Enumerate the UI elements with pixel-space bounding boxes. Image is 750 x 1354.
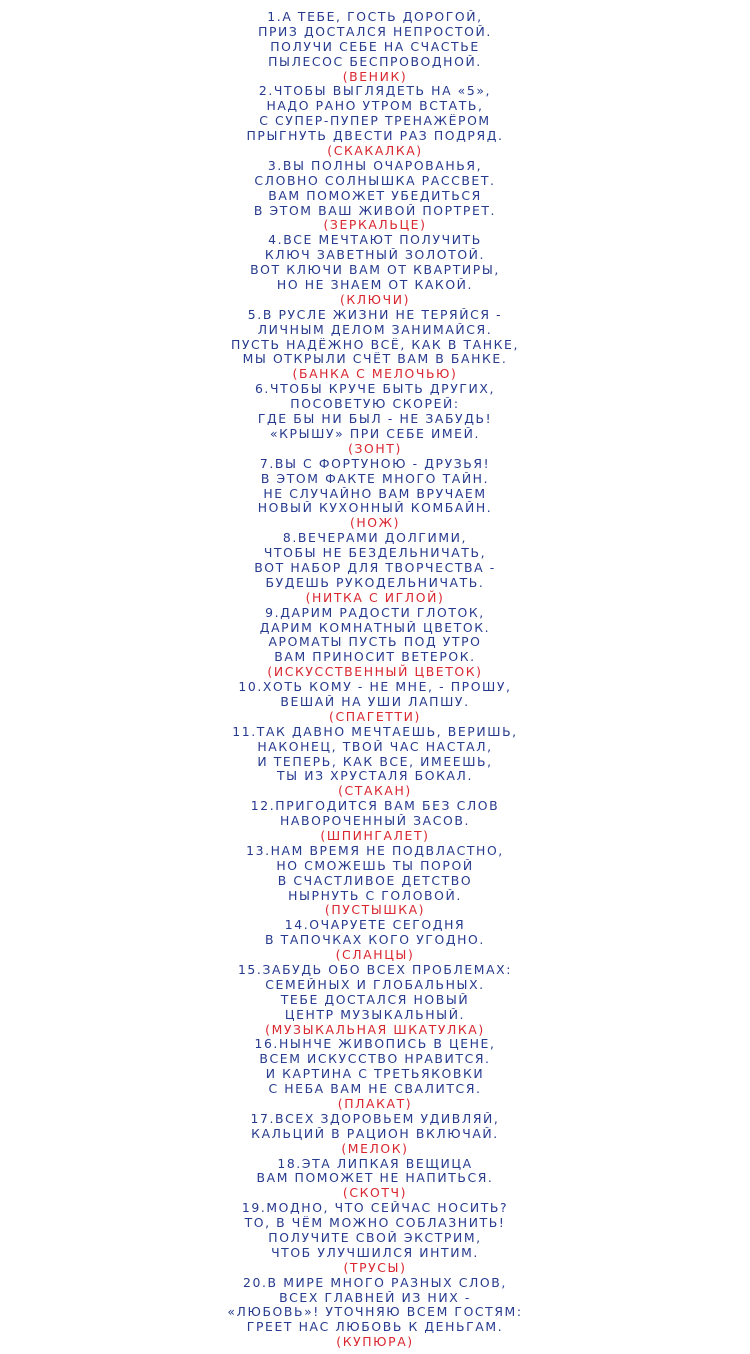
verse-20 xyxy=(0,1276,750,1350)
verse-line: 3.ВЫ ПОЛНЫ ОЧАРОВАНЬЯ, xyxy=(267,158,483,173)
gift-answer: (БАНКА С МЕЛОЧЬЮ) xyxy=(292,366,458,382)
verse-line: ВАМ ПОМОЖЕТ УБЕДИТЬСЯ xyxy=(268,188,482,203)
verse-16 xyxy=(0,1037,750,1111)
verse-line: НО НЕ ЗНАЕМ ОТ КАКОЙ. xyxy=(276,278,474,293)
verse-6 xyxy=(0,382,750,456)
gift-answer: (МУЗЫКАЛЬНАЯ ШКАТУЛКА) xyxy=(265,1021,485,1037)
verse-line: ПРЫГНУТЬ ДВЕСТИ РАЗ ПОДРЯД. xyxy=(246,129,504,144)
verse-13 xyxy=(0,844,750,918)
verse-line: 11.ТАК ДАВНО МЕЧТАЕШЬ, ВЕРИШЬ, xyxy=(232,724,518,739)
gift-answer: (ЗЕРКАЛЬЦЕ) xyxy=(323,217,427,233)
verse-line: ВЕШАЙ НА УШИ ЛАПШУ. xyxy=(280,694,470,709)
verse-line: ПЫЛЕСОС БЕСПРОВОДНОЙ. xyxy=(268,54,482,69)
verse-line: С СУПЕР-ПУПЕР ТРЕНАЖЁРОМ xyxy=(259,114,491,129)
verse-line: ПОЛУЧИ СЕБЕ НА СЧАСТЬЕ xyxy=(270,39,480,54)
gift-answer: (СКАКАЛКА) xyxy=(327,143,423,159)
verse-line: 18.ЭТА ЛИПКАЯ ВЕЩИЦА xyxy=(277,1156,473,1171)
verse-line: 15.ЗАБУДЬ ОБО ВСЕХ ПРОБЛЕМАХ: xyxy=(237,963,513,977)
gift-answer: (СТАКАН) xyxy=(338,783,412,799)
gift-answer: (ТРУСЫ) xyxy=(343,1259,407,1275)
verse-line: ТО, В ЧЁМ МОЖНО СОБЛАЗНИТЬ! xyxy=(244,1216,506,1231)
verse-line: В ЭТОМ ВАШ ЖИВОЙ ПОРТРЕТ. xyxy=(253,203,497,218)
verse-12 xyxy=(0,799,750,844)
verse-line: 10.ХОТЬ КОМУ - НЕ МНЕ, - ПРОШУ, xyxy=(238,680,512,695)
verse-line: ГДЕ БЫ НИ БЫЛ - НЕ ЗАБУДЬ! xyxy=(257,412,493,427)
verse-line: СЕМЕЙНЫХ И ГЛОБАЛЬНЫХ. xyxy=(265,977,485,992)
gift-answer: (МЕЛОК) xyxy=(341,1140,409,1156)
gift-answer: (КЛЮЧИ) xyxy=(339,291,411,307)
gift-answer: (ПУСТЫШКА) xyxy=(324,902,426,918)
verse-line: АРОМАТЫ ПУСТЬ ПОД УТРО xyxy=(268,635,482,650)
verse-17 xyxy=(0,1112,750,1157)
verse-line: МЫ ОТКРЫЛИ СЧЁТ ВАМ В БАНКЕ. xyxy=(242,352,508,367)
verse-3 xyxy=(0,159,750,233)
verse-line: «ЛЮБОВЬ»! УТОЧНЯЮ ВСЕМ ГОСТЯМ: xyxy=(227,1305,523,1320)
verse-line: ВАМ ПОМОЖЕТ НЕ НАПИТЬСЯ. xyxy=(256,1171,494,1186)
verse-line: 5.В РУСЛЕ ЖИЗНИ НЕ ТЕРЯЙСЯ - xyxy=(247,307,503,322)
verse-line: 4.ВСЕ МЕЧТАЮТ ПОЛУЧИТЬ xyxy=(268,233,482,248)
verse-line: НАДО РАНО УТРОМ ВСТАТЬ, xyxy=(266,99,484,114)
verse-line: КАЛЬЦИЙ В РАЦИОН ВКЛЮЧАЙ. xyxy=(251,1126,499,1141)
verse-15 xyxy=(0,963,750,1037)
verse-2 xyxy=(0,84,750,158)
gift-answer: (ВЕНИК) xyxy=(342,68,408,84)
verse-line: ПУСТЬ НАДЁЖНО ВСЁ, КАК В ТАНКЕ, xyxy=(230,337,520,352)
verse-line: 9.ДАРИМ РАДОСТИ ГЛОТОК, xyxy=(265,605,485,620)
gift-answer: (ЗОНТ) xyxy=(348,440,402,456)
verse-line: 19.МОДНО, ЧТО СЕЙЧАС НОСИТЬ? xyxy=(241,1201,509,1216)
verse-line: НЕ СЛУЧАЙНО ВАМ ВРУЧАЕМ xyxy=(263,486,487,501)
verse-line: НО СМОЖЕШЬ ТЫ ПОРОЙ xyxy=(276,858,474,873)
verse-line: В ТАПОЧКАХ КОГО УГОДНО. xyxy=(265,933,485,948)
verse-11 xyxy=(0,725,750,799)
verse-line: СЛОВНО СОЛНЫШКА РАССВЕТ. xyxy=(254,173,496,188)
verse-line: НАВОРОЧЕННЫЙ ЗАСОВ. xyxy=(279,814,471,829)
verse-1 xyxy=(0,10,750,84)
verse-line: В СЧАСТЛИВОЕ ДЕТСТВО xyxy=(277,873,473,888)
gift-answer: (ИСКУССТВЕННЫЙ ЦВЕТОК) xyxy=(267,664,483,680)
verse-line: 20.В МИРЕ МНОГО РАЗНЫХ СЛОВ, xyxy=(243,1275,507,1290)
gift-answer: (СКОТЧ) xyxy=(342,1185,408,1201)
gift-answer: (КУПЮРА) xyxy=(336,1334,414,1350)
verse-line: И КАРТИНА С ТРЕТЬЯКОВКИ xyxy=(265,1067,485,1082)
verse-line: ЧТОБЫ НЕ БЕЗДЕЛЬНИЧАТЬ, xyxy=(263,546,487,561)
verse-line: ПОЛУЧИТЕ СВОЙ ЭКСТРИМ, xyxy=(268,1231,482,1246)
verse-7 xyxy=(0,457,750,531)
gift-answer: (НИТКА С ИГЛОЙ) xyxy=(305,589,445,605)
verse-line: И ТЕПЕРЬ, КАК ВСЕ, ИМЕЕШЬ, xyxy=(257,754,493,769)
verse-line: НОВЫЙ КУХОННЫЙ КОМБАЙН. xyxy=(257,501,493,516)
verse-line: В ЭТОМ ФАКТЕ МНОГО ТАЙН. xyxy=(260,471,490,486)
verse-line: 2.ЧТОБЫ ВЫГЛЯДЕТЬ НА «5», xyxy=(258,84,492,99)
verse-line: ВСЕМ ИСКУССТВО НРАВИТСЯ. xyxy=(259,1052,491,1067)
verse-line: ДАРИМ КОМНАТНЫЙ ЦВЕТОК. xyxy=(259,620,491,635)
verse-8 xyxy=(0,531,750,605)
verse-line: С НЕБА ВАМ НЕ СВАЛИТСЯ. xyxy=(268,1082,482,1097)
verse-line: ТЫ ИЗ ХРУСТАЛЯ БОКАЛ. xyxy=(276,769,474,784)
verse-line: 8.ВЕЧЕРАМИ ДОЛГИМИ, xyxy=(282,531,468,546)
verse-line: ВОТ НАБОР ДЛЯ ТВОРЧЕСТВА - xyxy=(254,560,496,575)
verse-line: ЦЕНТР МУЗЫКАЛЬНЫЙ. xyxy=(284,1007,466,1022)
verse-line: 6.ЧТОБЫ КРУЧЕ БЫТЬ ДРУГИХ, xyxy=(254,382,496,397)
verse-10 xyxy=(0,680,750,725)
gift-answer: (ПЛАКАТ) xyxy=(337,1096,413,1112)
verse-5 xyxy=(0,308,750,382)
verse-line: 17.ВСЕХ ЗДОРОВЬЕМ УДИВЛЯЙ, xyxy=(250,1111,500,1126)
verse-line: 12.ПРИГОДИТСЯ ВАМ БЕЗ СЛОВ xyxy=(250,799,500,814)
verse-line: ЧТОБ УЛУЧШИЛСЯ ИНТИМ. xyxy=(271,1245,479,1260)
verse-line: ВСЕХ ГЛАВНЕЙ ИЗ НИХ - xyxy=(279,1290,471,1305)
verse-line: ТЕБЕ ДОСТАЛСЯ НОВЫЙ xyxy=(280,992,470,1007)
verse-line: ВОТ КЛЮЧИ ВАМ ОТ КВАРТИРЫ, xyxy=(250,263,500,278)
verse-line: БУДЕШЬ РУКОДЕЛЬНИЧАТЬ. xyxy=(265,575,485,590)
verse-line: «КРЫШУ» ПРИ СЕБЕ ИМЕЙ. xyxy=(269,426,481,441)
verse-line: ВАМ ПРИНОСИТ ВЕТЕРОК. xyxy=(274,650,476,665)
gift-answer: (НОЖ) xyxy=(349,515,401,531)
verse-4 xyxy=(0,233,750,307)
gift-answer: (СПАГЕТТИ) xyxy=(329,708,421,724)
verse-line: 14.ОЧАРУЕТЕ СЕГОДНЯ xyxy=(284,918,466,933)
verse-line: ЛИЧНЫМ ДЕЛОМ ЗАНИМАЙСЯ. xyxy=(257,322,493,337)
verse-line: 7.ВЫ С ФОРТУНОЮ - ДРУЗЬЯ! xyxy=(259,456,491,471)
verse-line: КЛЮЧ ЗАВЕТНЫЙ ЗОЛОТОЙ. xyxy=(264,248,486,263)
gift-answer: (ШПИНГАЛЕТ) xyxy=(320,827,430,843)
verse-18 xyxy=(0,1157,750,1202)
verse-line: ПРИЗ ДОСТАЛСЯ НЕПРОСТОЙ. xyxy=(258,24,492,39)
verse-line: НЫРНУТЬ С ГОЛОВОЙ. xyxy=(288,888,462,903)
verse-19 xyxy=(0,1201,750,1275)
verse-9 xyxy=(0,606,750,680)
verse-14 xyxy=(0,918,750,963)
verse-line: 13.НАМ ВРЕМЯ НЕ ПОДВЛАСТНО, xyxy=(246,843,504,858)
verse-line: ГРЕЕТ НАС ЛЮБОВЬ К ДЕНЬГАМ. xyxy=(246,1320,504,1335)
verse-line: 16.НЫНЧЕ ЖИВОПИСЬ В ЦЕНЕ, xyxy=(254,1037,496,1052)
verse-line: 1.А ТЕБЕ, ГОСТЬ ДОРОГОЙ, xyxy=(267,10,483,24)
verse-line: ПОСОВЕТУЮ СКОРЕЙ: xyxy=(290,397,460,412)
verse-line: НАКОНЕЦ, ТВОЙ ЧАС НАСТАЛ, xyxy=(257,739,493,754)
gift-answer: (СЛАНЦЫ) xyxy=(335,947,415,963)
